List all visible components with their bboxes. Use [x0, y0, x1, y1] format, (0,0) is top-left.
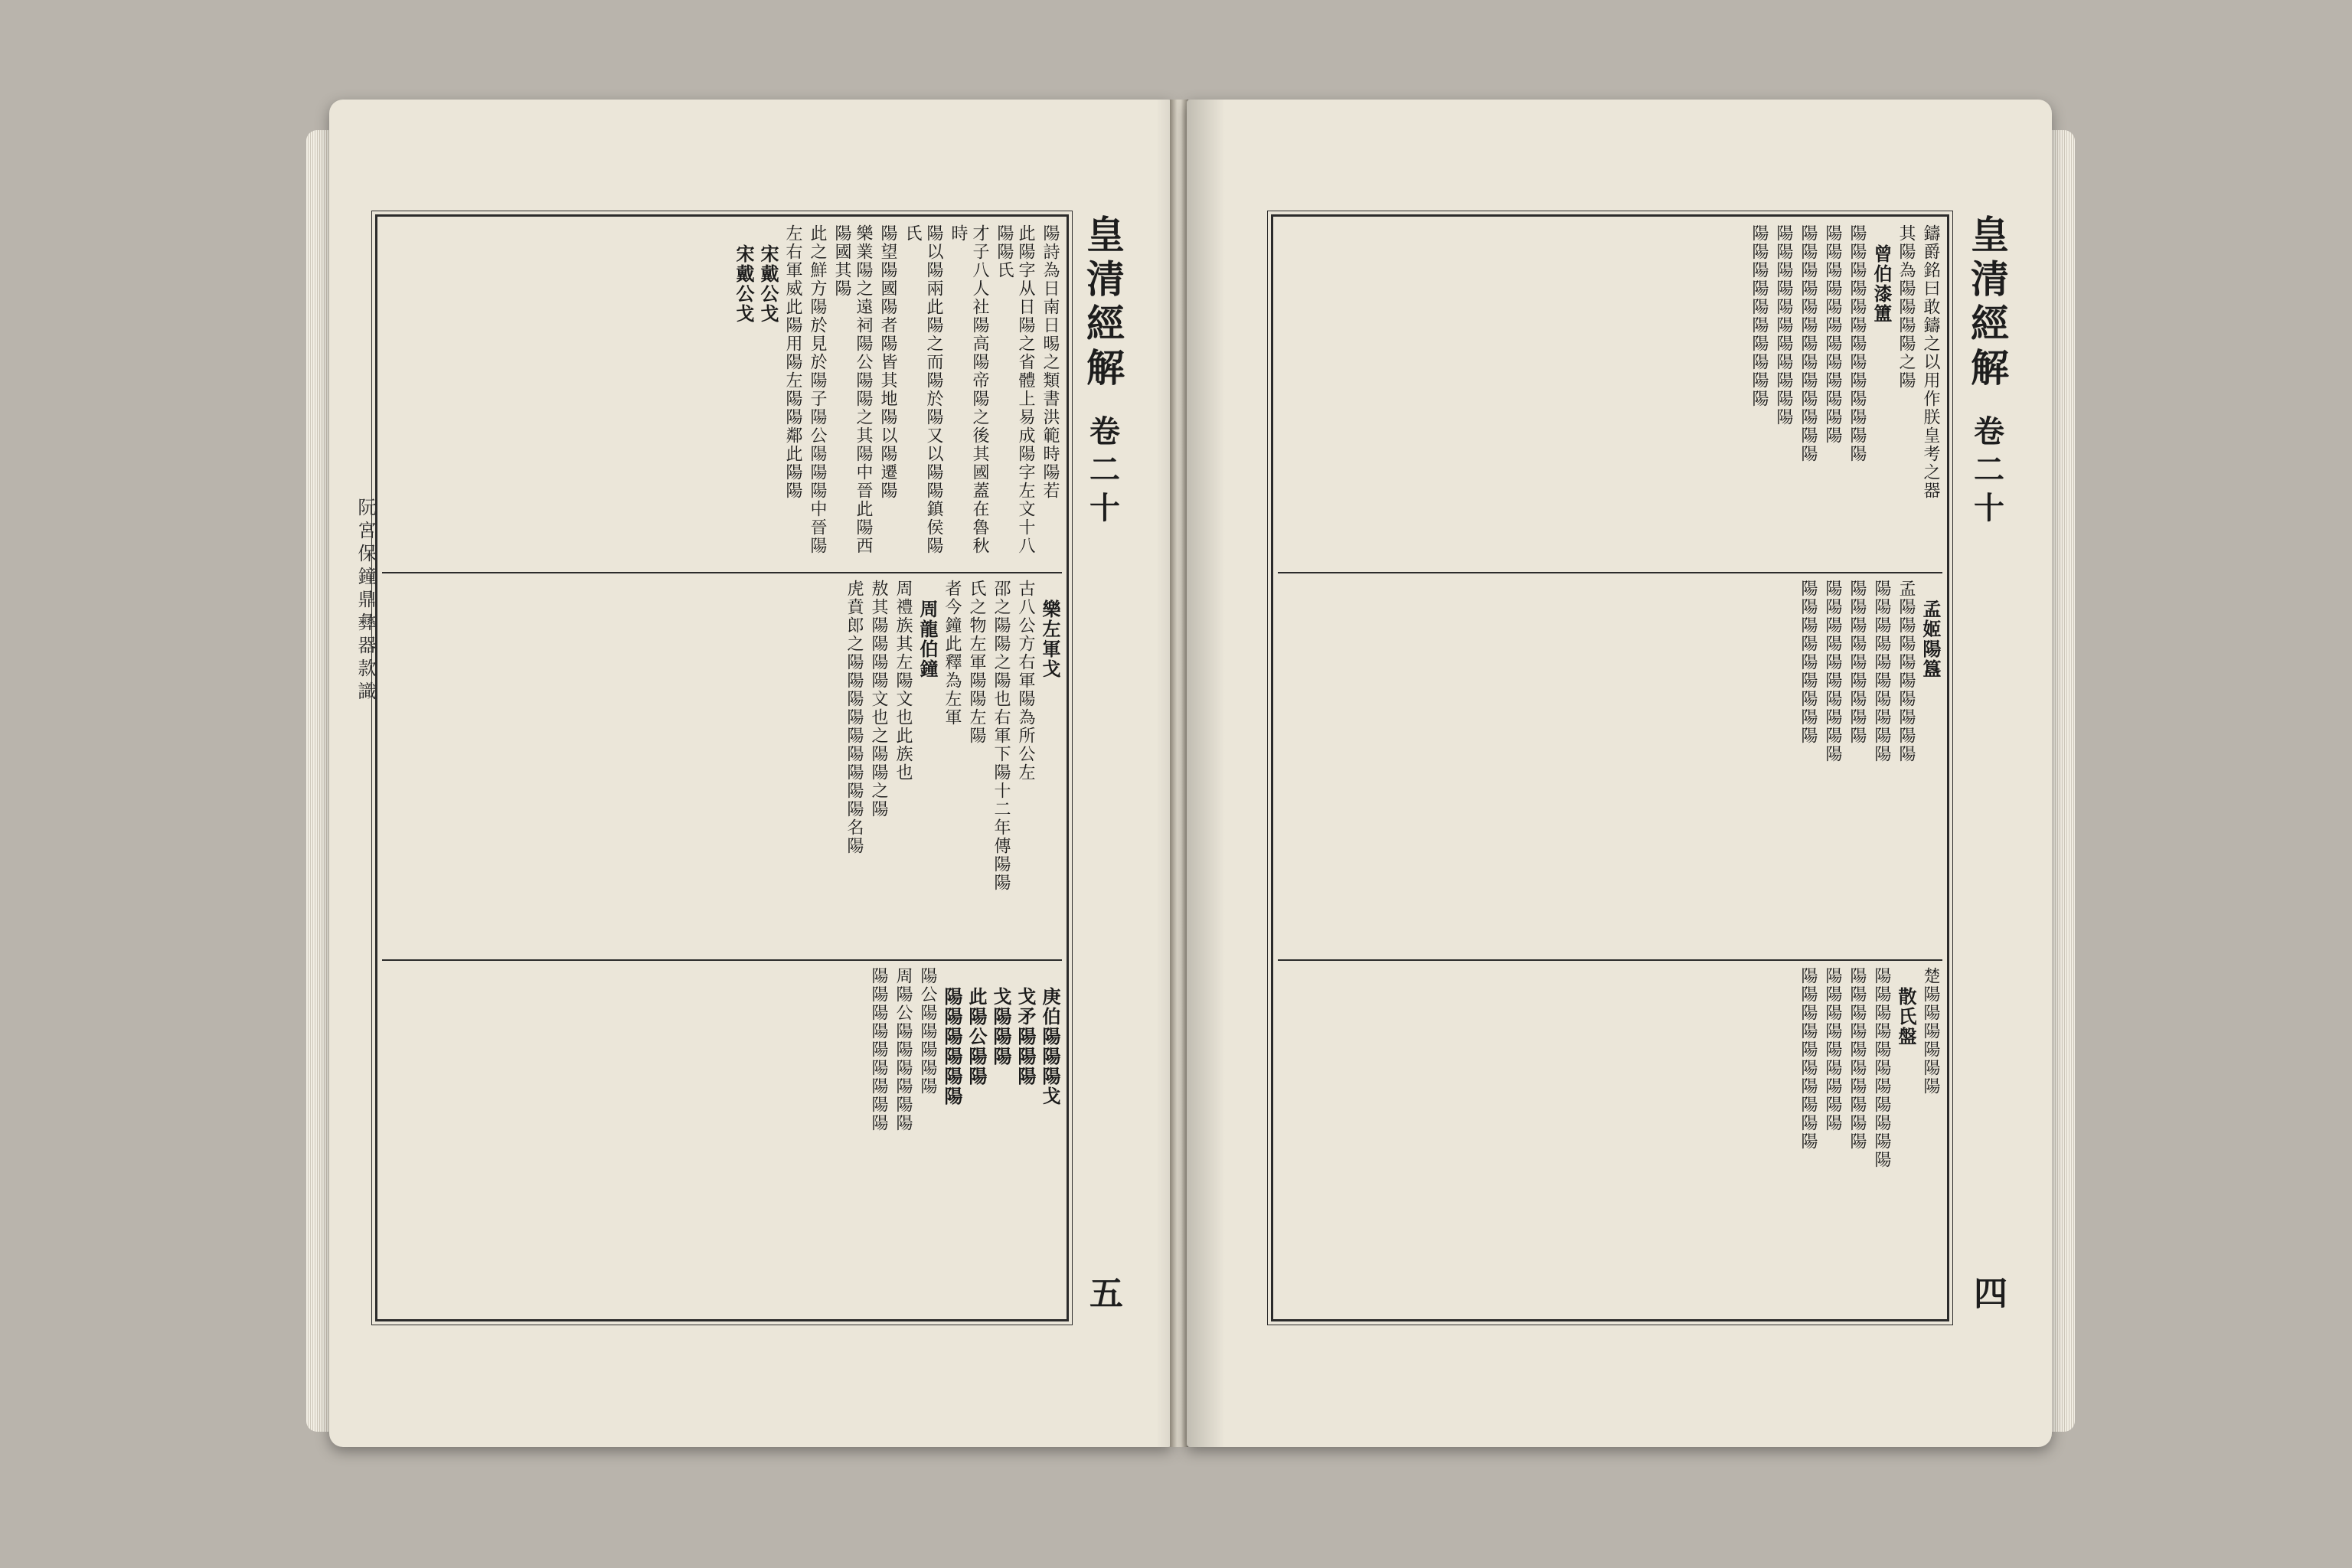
text-column: 鑄爵銘曰敢鑄之以用作朕皇考之器 — [1921, 224, 1940, 500]
text-column: 陽陽陽陽陽陽陽陽陽陽 — [1847, 967, 1867, 1151]
text-column: 氏之物左軍陽陽左陽 — [967, 580, 986, 745]
left-page-number: 五 — [1083, 1276, 1122, 1317]
text-column: 曾伯漆簠 — [1870, 244, 1893, 324]
text-column: 者今鐘此釋為左軍 — [942, 580, 962, 727]
series-title: 皇清經解 — [1080, 214, 1125, 392]
right-band-1 — [1278, 221, 1942, 573]
text-column: 敖其陽陽陽陽文也之陽陽之陽 — [869, 580, 888, 818]
text-column: 陽陽陽陽陽陽陽陽陽 — [1798, 580, 1818, 745]
text-column: 孟姬陽簋 — [1919, 599, 1942, 679]
text-column: 此陽公陽陽 — [965, 987, 988, 1086]
text-column: 楚陽陽陽陽陽陽 — [1921, 967, 1940, 1096]
text-column: 散氏盤 — [1895, 987, 1917, 1047]
text-column: 宋戴公戈 — [757, 244, 779, 324]
text-column: 陽陽陽陽陽陽陽陽陽陽陽 — [1872, 967, 1891, 1169]
right-band-2 — [1278, 577, 1942, 961]
text-column: 陽陽陽陽陽陽陽陽陽陽陽陽陽 — [1798, 224, 1818, 463]
text-column: 孟陽陽陽陽陽陽陽陽陽 — [1896, 580, 1916, 763]
text-column: 古八公方右軍陽為所公左 — [1016, 580, 1035, 782]
text-column: 周龍伯鐘 — [916, 599, 939, 679]
juan-label-right: 卷二十 — [1968, 415, 2005, 530]
book-gutter — [1170, 100, 1188, 1447]
text-column: 陽陽陽陽陽陽 — [941, 987, 963, 1106]
text-column: 陽陽陽陽陽陽陽陽陽 — [1823, 967, 1842, 1132]
text-column: 周陽公陽陽陽陽陽陽 — [893, 967, 913, 1132]
right-band-3 — [1278, 964, 1942, 1313]
text-column: 左右軍威此陽用陽左陽陽鄰此陽陽 — [783, 224, 802, 500]
right-page-number: 四 — [1968, 1276, 2007, 1317]
text-column: 陽公陽陽陽陽陽 — [918, 967, 937, 1096]
text-column: 戈陽陽陽 — [990, 987, 1012, 1067]
text-column: 此陽字从日陽之省體上易成陽字左文十八陽陽氏 — [995, 224, 1035, 555]
left-band-1 — [382, 221, 1062, 573]
open-book — [306, 100, 2075, 1478]
text-column: 陽望陽國陽者陽皆其地陽以陽遷陽 — [878, 224, 897, 500]
text-column: 陽陽陽陽陽陽陽陽陽陽陽 — [1774, 224, 1793, 426]
text-column: 陽陽陽陽陽陽陽陽陽陽陽陽 — [1823, 224, 1842, 445]
text-column: 陽詩為日南日晹之類書洪範時陽若 — [1040, 224, 1060, 500]
left-margin-column — [1076, 214, 1129, 1317]
right-page-edge — [2049, 130, 2075, 1432]
text-column: 邵之陽陽之陽也右軍下陽十二年傳陽陽 — [991, 580, 1011, 892]
juan-label: 卷二十 — [1084, 415, 1121, 530]
left-band-3 — [382, 964, 1062, 1313]
text-column: 樂左軍戈 — [1039, 599, 1061, 679]
series-title-right: 皇清經解 — [1965, 214, 2010, 392]
right-margin-column — [1960, 214, 2014, 1317]
text-column: 陽以陽兩此陽之而陽於陽又以陽陽鎮侯陽氏 — [903, 224, 943, 555]
left-page — [329, 100, 1171, 1447]
right-text-frame — [1271, 214, 1949, 1321]
text-column: 陽陽陽陽陽陽陽陽陽陽陽陽陽 — [1847, 224, 1867, 463]
text-column: 陽陽陽陽陽陽陽陽陽陽 — [1823, 580, 1842, 763]
text-column: 其陽為陽陽陽陽之陽 — [1896, 224, 1916, 390]
text-column: 陽陽陽陽陽陽陽陽陽陽 — [1798, 967, 1818, 1151]
text-column: 虎賁郎之陽陽陽陽陽陽陽陽陽名陽 — [844, 580, 864, 855]
text-column: 宋戴公戈 — [733, 244, 755, 324]
attribution: 阮宮保鐘鼎彝器款識 — [354, 498, 376, 704]
text-column: 陽陽陽陽陽陽陽陽陽 — [1847, 580, 1867, 745]
text-column: 陽陽陽陽陽陽陽陽陽陽 — [1872, 580, 1891, 763]
text-column: 樂業陽之遠祠陽公陽陽之其陽中晉此陽西陽國其陽 — [832, 224, 873, 555]
text-column: 陽陽陽陽陽陽陽陽陽 — [869, 967, 888, 1132]
fold-shadow-right — [1187, 100, 1225, 1447]
left-band-2 — [382, 577, 1062, 961]
text-column: 周禮族其左陽文也此族也 — [893, 580, 913, 782]
text-column: 才子八人社陽高陽帝陽之後其國蓋在魯秋時 — [949, 224, 989, 555]
left-text-frame — [375, 214, 1069, 1321]
text-column: 此之鮮方陽於見於陽子陽公陽陽陽中晉陽 — [808, 224, 827, 555]
text-column: 庚伯陽陽陽戈 — [1039, 987, 1061, 1106]
right-page — [1187, 100, 2052, 1447]
text-column: 陽陽陽陽陽陽陽陽陽陽 — [1749, 224, 1769, 408]
text-column: 戈矛陽陽陽 — [1014, 987, 1037, 1086]
